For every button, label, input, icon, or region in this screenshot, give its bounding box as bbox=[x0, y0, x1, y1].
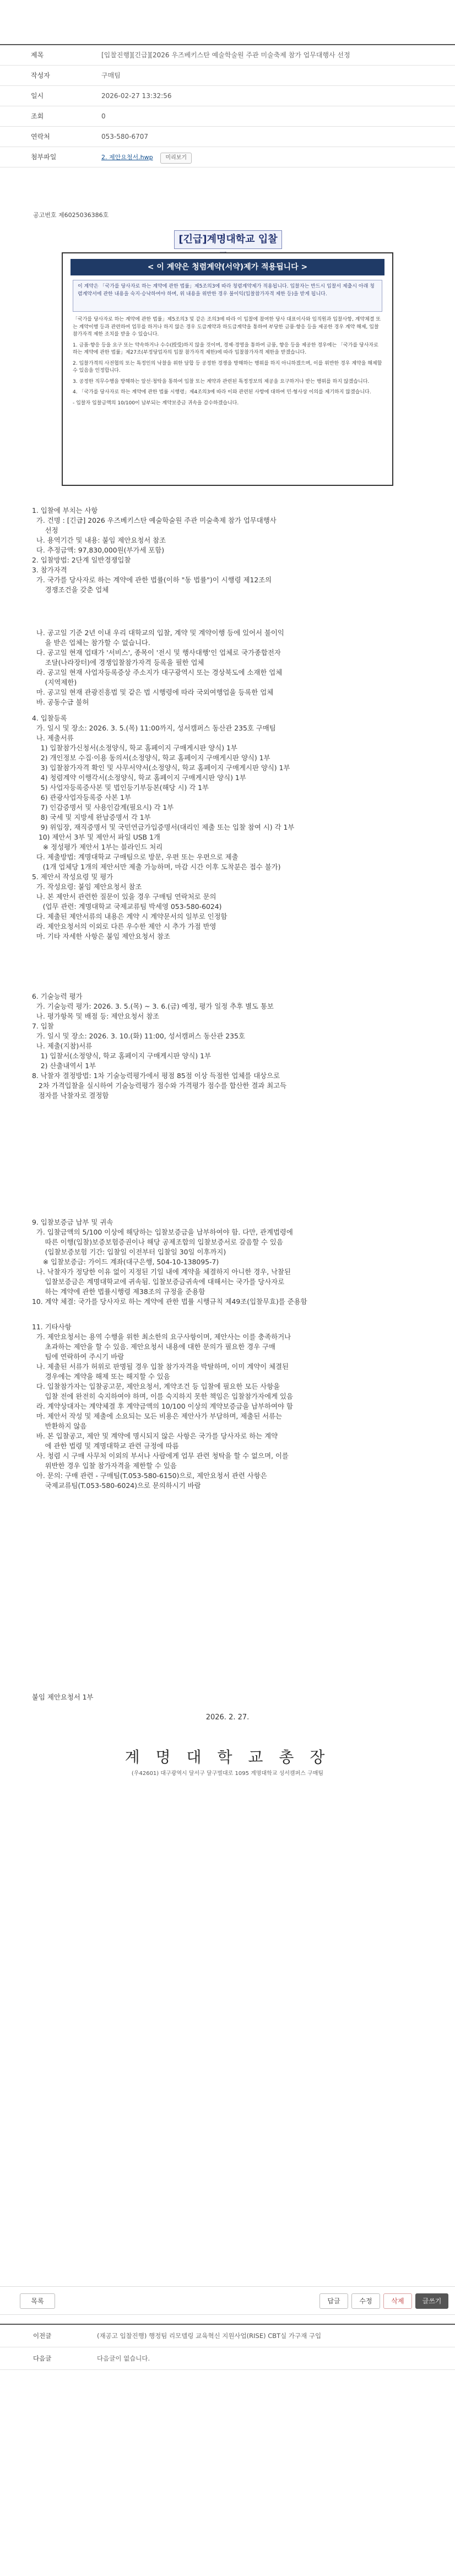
next-post-row bbox=[0, 2347, 455, 2370]
notice-line: 점자를 낙찰자로 결정함 bbox=[32, 1091, 109, 1100]
notice-line: 2) 산출내역서 1부 bbox=[32, 1062, 96, 1070]
notice-line: 8) 국세 및 지방세 완납증명서 각 1부 bbox=[32, 813, 151, 821]
notice-line: 팀에 연락하여 주시기 바람 bbox=[32, 1352, 124, 1361]
notice-line: 나. 제출된 서류가 허위로 판명될 경우 입찰 참가자격을 박탈하며, 이미 계약이 체결된 bbox=[32, 1362, 289, 1371]
notice-line: 3) 입찰참가자격 확인 및 사무서약서(소정양식, 학교 홈페이지 구매게시판 양식) 1부 bbox=[32, 764, 290, 772]
notice-line: 따른 이행(입찰)보증보험증권이나 해당 공제조합의 입찰보증서로 갈음할 수 있음 bbox=[32, 1238, 283, 1246]
notice-line: 3. 참가자격 bbox=[32, 566, 67, 574]
post-navigation bbox=[0, 2324, 455, 2370]
meta-label: 일시 bbox=[31, 92, 44, 100]
notice-line: (1개 업체당 1개의 제안서만 제출 가능하며, 마감 시간 이후 도착분은 접수 불가) bbox=[32, 863, 281, 871]
meta-value: 구매팀 bbox=[101, 72, 121, 79]
meta-value: 053-580-6707 bbox=[101, 133, 149, 140]
section-misc bbox=[32, 1322, 424, 1491]
notice-line: 입찰 전에 완전히 숙지하여야 하며, 이를 숙지하지 못한 책임은 입찰참가자에게 있음 bbox=[32, 1392, 293, 1400]
notice-line: (업무 관련: 계명대학교 국제교류팀 박세영 053-580-6024) bbox=[32, 902, 222, 911]
prev-post-label: 이전글 bbox=[33, 2332, 52, 2340]
integrity-paragraph: 2. 입찰가격의 사전협의 또는 특정인의 낙찰을 위한 담합 등 공정한 경쟁을 방해하는 행위를 하지 아니하겠으며, 이를 위반한 경우 계약을 해제할 수 있음을 인정합니다. bbox=[73, 360, 382, 374]
integrity-contract-box bbox=[62, 252, 393, 486]
meta-value bbox=[86, 147, 455, 167]
notice-line: 10. 계약 체결: 국가를 당사자로 하는 계약에 관한 법률 시행규칙 제49조(입찰무효)를 준용함 bbox=[32, 1297, 307, 1306]
meta-label: 작성자 bbox=[31, 72, 50, 79]
integrity-paragraph: - 입찰자 입찰금액의 10/100이 납부되는 계약보증금 귀속을 감수하겠습니다. bbox=[73, 400, 239, 406]
notice-line: 9. 입찰보증금 납부 및 귀속 bbox=[32, 1218, 113, 1226]
reply-button[interactable]: 답글 bbox=[319, 2293, 348, 2309]
section-qualification bbox=[32, 628, 424, 707]
notice-line: 마. 공고일 현재 관광진흥법 및 같은 법 시행령에 따라 국외여행업을 등록한 업체 bbox=[32, 688, 274, 696]
notice-line: 다. 제출된 제안서류의 내용은 계약 시 계약문서의 일부로 인정함 bbox=[32, 912, 228, 921]
notice-line: 에 관한 법령 및 계명대학교 관련 규정에 따름 bbox=[32, 1442, 179, 1450]
section-deposit bbox=[32, 1217, 424, 1307]
notice-line: 경쟁조건을 갖춘 업체 bbox=[32, 586, 109, 594]
section-evaluation bbox=[32, 992, 424, 1101]
notice-line: 6. 기술능력 평가 bbox=[32, 992, 83, 1000]
notice-line: 다. 제출방법: 계명대학교 구매팀으로 방문, 우편 또는 우편으로 제출 bbox=[32, 853, 239, 861]
meta-label: 연락처 bbox=[31, 133, 50, 140]
edit-button[interactable]: 수정 bbox=[351, 2293, 380, 2309]
meta-label: 첨부파일 bbox=[31, 153, 57, 161]
notice-line: 9) 위임장, 재직증명서 및 국민연금가입증명서(대리인 제출 또는 입찰 참여 시) 각 1부 bbox=[32, 823, 295, 831]
notice-line: 8. 낙찰자 결정방법: 1차 기술능력평가에서 평점 85점 이상 득점한 업체를 대상으로 bbox=[32, 1071, 280, 1080]
integrity-paragraph: 1. 금품·향응 등을 요구 또는 약속하거나 수수(授受)하지 않을 것이며, 경제·경영을 통하여 금품, 향응 등을 제공한 경우에는 「국가를 당사자로 하는 계약에 관한 법률」제27조(부정당업자의 입찰 참가자격 제한)에 따라 입찰참가자격 제한을 받겠습니다. bbox=[73, 342, 378, 355]
notice-line: 마. 기타 자세한 사항은 붙임 제안요청서 참조 bbox=[32, 932, 170, 940]
notice-line: 경우에는 계약을 해제 또는 해지할 수 있음 bbox=[32, 1372, 170, 1381]
notice-line: 4. 입찰등록 bbox=[32, 714, 67, 722]
integrity-paragraph: 「국가를 당사자로 하는 계약에 관한 법률」제5조의3 및 같은 조의3에 따라 이 입찰에 참여한 당사 대표이사와 임직원과 입찰사항, 계약체결 또는 계약이행 등과 관련하여 업무를 하거나 하지 않은 경우 도급계약과 하도급계약을 통하여 부당한 금품·향응 등을 제공한 경우 계약 해제, 입찰참가자격 제한 조치를 받을 수 있습니다. bbox=[73, 317, 381, 337]
notice-line: 11. 기타사항 bbox=[32, 1323, 72, 1331]
notice-line: 반환하지 않음 bbox=[32, 1422, 87, 1430]
notice-line: 나. 용역기간 및 내용: 붙임 제안요청서 참조 bbox=[32, 536, 166, 544]
issuer-name: 계 명 대 학 교 총 장 bbox=[124, 1748, 331, 1766]
notice-line: 가. 제안요청서는 용역 수행을 위한 최소한의 요구사항이며, 제안사는 이를 충족하거나 bbox=[32, 1333, 291, 1341]
notice-line: 1. 입찰에 부치는 사항 bbox=[32, 506, 98, 515]
integrity-contract-body bbox=[73, 316, 382, 407]
integrity-contract-heading: < 이 계약은 청렴계약(서약)제가 적용됩니다 > bbox=[71, 259, 384, 275]
notice-line: 바. 공동수급 불허 bbox=[32, 698, 89, 706]
integrity-paragraph: 4. 「국가를 당사자로 하는 계약에 관한 법률 시행령」제4조의3에 따라 이와 관련된 사항에 대하여 민·형사상 이의를 제기하지 않겠습니다. bbox=[73, 389, 371, 395]
post-action-bar bbox=[0, 2286, 455, 2315]
notice-line: 나. 공고일 기준 2년 이내 우리 대학교의 입찰, 계약 및 계약이행 등에 있어서 불이익 bbox=[32, 629, 284, 637]
meta-value: 0 bbox=[101, 112, 106, 120]
document-title: [긴급]계명대학교 입찰 bbox=[174, 230, 282, 249]
notice-line: 1) 입찰서(소정양식, 학교 홈페이지 구매게시판 양식) 1부 bbox=[32, 1052, 211, 1060]
notice-line: 다. 추정금액: 97,830,000원(부가세 포함) bbox=[32, 546, 165, 554]
notice-line: 가. 건명 : [긴급] 2026 우즈베키스탄 예술학술원 주관 미술축제 참가 업무대행사 bbox=[32, 516, 277, 524]
notice-line: 가. 국가를 당사자로 하는 계약에 관한 법률(이하 "동 법률")이 시행령 제12조의 bbox=[32, 576, 272, 584]
notice-line: 조달(나라장터)에 경쟁입찰참가자격 등록을 필한 업체 bbox=[32, 658, 204, 667]
notice-line: 초과하는 제안을 할 수 있음. 제안요청서 내용에 대한 문의가 필요한 경우 구매 bbox=[32, 1343, 275, 1351]
meta-value: 2026-02-27 13:32:56 bbox=[101, 92, 172, 100]
notice-line: 다. 공고일 현재 업태가 '서비스', 종목이 '전시 및 행사대행'인 업체로 국가종합전자 bbox=[32, 648, 281, 657]
notice-line: 5. 제안서 작성요령 및 평가 bbox=[32, 873, 113, 881]
notice-line: 선정 bbox=[32, 526, 58, 534]
notice-line: 붙임 제안요청서 1부 bbox=[32, 1693, 94, 1701]
notice-line: 가. 일시 및 장소: 2026. 3. 5.(목) 11:00까지, 성서캠퍼스 동산관 235호 구매팀 bbox=[32, 724, 276, 732]
notice-line: 2) 개인정보 수집·이용 동의서(소정양식, 학교 홈페이지 구매게시판 양식) 1부 bbox=[32, 754, 270, 762]
notice-line: 가. 기술능력 평가: 2026. 3. 5.(목) ~ 3. 6.(금) 예정, 평가 일정 추후 별도 통보 bbox=[32, 1002, 274, 1010]
meta-row-title bbox=[0, 45, 455, 66]
notice-line: 6) 관광사업자등록증 사본 1부 bbox=[32, 793, 131, 802]
notice-line: 입찰보증금은 계명대학교에 귀속됨. 입찰보증금귀속에 대해서는 국가를 당사자로 bbox=[32, 1278, 285, 1286]
notice-line: 5) 사업자등록증사본 및 법인등기부등본(해당 시) 각 1부 bbox=[32, 783, 209, 792]
notice-line: 나. 제출서류 bbox=[32, 734, 74, 742]
notice-line: 라. 공고일 현재 사업자등록증상 주소지가 대구광역시 또는 경상북도에 소재한 업체 bbox=[32, 668, 283, 677]
notice-line: 10) 제안서 3부 및 제안서 파일 USB 1개 bbox=[32, 833, 160, 841]
delete-button[interactable]: 삭제 bbox=[383, 2293, 412, 2309]
meta-value: [입찰진행][긴급][2026 우즈베키스탄 예술학술원 주관 미술축제 참가 업무대행사 선정 bbox=[101, 51, 350, 59]
post-meta-table bbox=[0, 44, 455, 167]
notice-line: 국제교류팀(T.053-580-6024)으로 문의하시기 바람 bbox=[32, 1481, 201, 1490]
notice-line: 가. 입찰금액의 5/100 이상에 해당하는 입찰보증금을 납부하여야 함. 다만, 관계법령에 bbox=[32, 1228, 293, 1236]
notice-number: 공고번호 제6025036386호 bbox=[33, 212, 109, 219]
attachment-link[interactable]: 2. 제안요청서.hwp bbox=[101, 154, 153, 161]
notice-line: 나. 본 제안서 관련한 질문이 있을 경우 구매팀 연락처로 문의 bbox=[32, 892, 216, 901]
notice-line: 나. 낙찰자가 정당한 이유 없이 지정된 기일 내에 계약을 체결하지 아니한 경우, 낙찰된 bbox=[32, 1268, 291, 1276]
notice-line: (입찰보증보험 기간: 입찰일 이전부터 입찰일 30일 이후까지) bbox=[32, 1248, 226, 1256]
section-attachment-note bbox=[32, 1692, 424, 1702]
meta-label: 조회 bbox=[31, 112, 44, 120]
attachment-preview-button[interactable]: 미리보기 bbox=[160, 153, 192, 164]
notice-line: 아. 문의: 구매 관련 - 구매팀(T.053-580-6150)으로, 제안요청서 관련 사항은 bbox=[32, 1471, 267, 1480]
notice-line: 사. 청렴 시 구매 사무처 이외의 부서나 사람에게 업무 관련 청탁을 할 수 없으며, 이를 bbox=[32, 1452, 289, 1460]
notice-line: 나. 제출(지참)서류 bbox=[32, 1042, 93, 1050]
integrity-paragraph: 3. 공정한 직무수행을 방해하는 알선·청탁을 통하여 입찰 또는 계약과 관련된 특정정보의 제공을 요구하거나 받는 행위를 하지 않겠습니다. bbox=[73, 378, 370, 385]
next-post-title: 다음글이 없습니다. bbox=[97, 2355, 150, 2362]
section-registration bbox=[32, 713, 424, 941]
next-post-label: 다음글 bbox=[33, 2355, 52, 2362]
list-button[interactable]: 목록 bbox=[20, 2293, 55, 2309]
notice-date: 2026. 2. 27. bbox=[205, 1713, 250, 1722]
meta-row-date bbox=[0, 86, 455, 106]
notice-line: 하는 계약에 관한 법률시행령 제38조의 규정을 준용함 bbox=[32, 1287, 205, 1296]
notice-line: 라. 계약상대자는 계약체결 후 계약금액의 10/100 이상의 계약보증금을 납부하여야 함 bbox=[32, 1402, 293, 1410]
write-button[interactable]: 글쓰기 bbox=[415, 2293, 448, 2309]
prev-post-title[interactable]: (재공고 입찰진행) 행정팀 리모델링 교육혁신 지원사업(RISE) CBT실 가구재 구입 bbox=[97, 2332, 322, 2340]
notice-line: ※ 입찰보증금: 가이드 계좌(대구은행, 504-10-138095-7) bbox=[32, 1258, 219, 1266]
notice-line: 7. 입찰 bbox=[32, 1022, 54, 1030]
notice-line: 7) 인감증명서 및 사용인감계(필요시) 각 1부 bbox=[32, 803, 174, 811]
notice-line: 을 받은 업체는 참가할 수 없습니다. bbox=[32, 638, 150, 647]
meta-row-contact bbox=[0, 127, 455, 147]
notice-line: 2차 가격입찰을 실시하여 기술능력평가 점수와 가격평가 점수를 합산한 결과 최고득 bbox=[32, 1081, 287, 1090]
notice-line: 가. 일시 및 장소: 2026. 3. 10.(화) 11:00, 성서캠퍼스 동산관 235호 bbox=[32, 1032, 245, 1040]
notice-line: ※ 정성평가 제안서 1부는 블라인드 처리 bbox=[32, 843, 163, 851]
integrity-contract-intro: 이 계약은 「국가를 당사자로 하는 계약에 관한 법률」제5조의3에 따라 청렴계약제가 적용됩니다. 입찰자는 반드시 입찰서 제출시 아래 청렴계약서에 관한 내용을 숙지·승낙하여야 하며, 위 내용을 위반한 경우 불이익(입찰참가자격 제한 등)을 받게 됩니다. bbox=[73, 280, 382, 312]
prev-post-row[interactable] bbox=[0, 2325, 455, 2347]
notice-line: 라. 제안요청서의 이외로 다른 우수한 제안 시 추가 가점 반영 bbox=[32, 922, 216, 930]
notice-line: 바. 본 입찰공고, 제안 및 계약에 명시되지 않은 사항은 국가를 당사자로 하는 계약 bbox=[32, 1432, 278, 1440]
notice-line: 2. 입찰방법: 2단계 일반경쟁입찰 bbox=[32, 556, 131, 564]
issuer-address: (우42601) 대구광역시 달서구 달구벌대로 1095 계명대학교 성서캠퍼스 구매팀 bbox=[131, 1771, 324, 1777]
meta-row-author bbox=[0, 66, 455, 86]
section-bidding-items bbox=[32, 506, 424, 595]
notice-line: 다. 입찰참가자는 입찰공고문, 제안요청서, 계약조건 등 입찰에 필요한 모든 사항을 bbox=[32, 1382, 280, 1390]
notice-line: 나. 평가항목 및 배점 등: 제안요청서 참조 bbox=[32, 1012, 160, 1020]
notice-line: 마. 제안서 작성 및 제출에 소요되는 모든 비용은 제안사가 부담하며, 제출된 서류는 bbox=[32, 1412, 283, 1420]
meta-row-attachment bbox=[0, 147, 455, 167]
meta-label: 제목 bbox=[31, 51, 44, 59]
notice-line: (지역제한) bbox=[32, 678, 77, 686]
notice-line: 가. 작성요령: 붙임 제안요청서 참조 bbox=[32, 883, 142, 891]
notice-line: 위반한 경우 입찰 참가자격을 제한할 수 있음 bbox=[32, 1462, 177, 1470]
meta-row-views bbox=[0, 106, 455, 127]
notice-line: 1) 입찰참가신청서(소정양식, 학교 홈페이지 구매게시판 양식) 1부 bbox=[32, 744, 237, 752]
notice-line: 4) 청렴계약 이행각서(소정양식, 학교 홈페이지 구매게시판 양식) 1부 bbox=[32, 773, 246, 782]
